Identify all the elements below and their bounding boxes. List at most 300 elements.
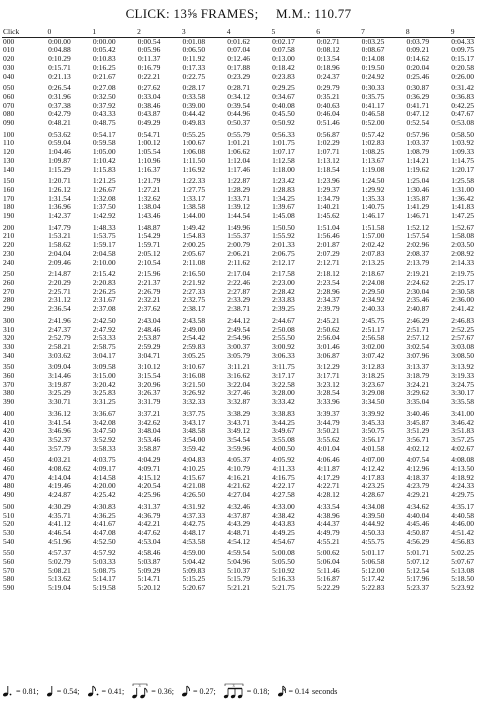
time-cell: 5:12.54 [406, 566, 430, 575]
time-cell: 2:39.79 [316, 305, 340, 314]
time-cell: 0:01.08 [182, 37, 206, 46]
time-cell: 1:40.75 [361, 203, 385, 212]
row-click-number: 030 [3, 63, 15, 72]
row-click-number: 110 [3, 139, 14, 148]
time-cell: 0:00.00 [92, 37, 116, 46]
time-cell: 1:53.75 [92, 232, 116, 241]
time-cell: 3:32.87 [227, 398, 250, 407]
table-row [2, 305, 475, 314]
time-cell: 0:36.83 [451, 92, 474, 101]
time-cell: 1:09.33 [451, 148, 474, 157]
time-cell: 2:26.79 [137, 287, 161, 296]
time-cell: 2:17.58 [272, 269, 295, 279]
time-cell: 4:10.79 [227, 465, 250, 474]
time-cell: 3:09.04 [48, 362, 71, 372]
time-cell: 4:30.83 [92, 501, 116, 511]
table-row [2, 102, 475, 111]
time-cell: 3:02.54 [406, 342, 430, 351]
time-cell: 4:37.87 [227, 511, 250, 520]
time-cell: 3:07.96 [406, 351, 430, 360]
legend-value: 0.81; [22, 686, 39, 696]
time-cell: 3:12.83 [361, 362, 385, 372]
time-cell: 0:35.21 [316, 92, 340, 101]
quarter-note-icon [46, 685, 55, 697]
time-cell: 0:45.50 [272, 110, 295, 119]
time-cell: 2:51.17 [361, 325, 385, 334]
row-click-number: 500 [3, 501, 15, 511]
row-click-number: 390 [3, 398, 15, 407]
time-cell: 5:09.83 [182, 566, 206, 575]
row-click-number: 190 [3, 212, 15, 221]
time-cell: 4:36.25 [92, 511, 116, 520]
row-click-number: 260 [3, 278, 15, 287]
time-cell: 3:02.00 [361, 342, 385, 351]
time-cell: 0:49.83 [182, 119, 206, 128]
time-cell: 0:46.04 [316, 110, 340, 119]
time-cell: 0:34.12 [227, 92, 250, 101]
time-cell: 1:18.54 [316, 165, 340, 174]
time-cell: 3:44.25 [272, 418, 295, 427]
time-cell: 3:30.17 [451, 389, 474, 398]
time-cell: 1:37.50 [92, 203, 116, 212]
time-cell: 2:56.58 [361, 334, 385, 343]
time-cell: 2:53.33 [92, 334, 116, 343]
row-click-number: 540 [3, 537, 15, 546]
time-cell: 0:56.87 [316, 129, 340, 139]
column-header: 8 [385, 28, 430, 37]
table-header-row [2, 28, 475, 37]
time-cell: 0:43.87 [137, 110, 161, 119]
title-frames: 13⅝ FRAMES; [173, 6, 259, 21]
time-cell: 2:58.75 [92, 342, 116, 351]
time-cell: 4:43.29 [227, 520, 250, 529]
time-cell: 4:05.92 [272, 455, 295, 465]
time-cell: 0:10.83 [92, 55, 116, 64]
time-cell: 4:54.67 [272, 537, 295, 546]
time-cell: 1:15.83 [92, 165, 116, 174]
row-click-number: 470 [3, 473, 15, 482]
legend-item: = 0.14 seconds [277, 685, 338, 697]
time-cell: 2:54.96 [227, 334, 250, 343]
time-cell: 3:17.71 [316, 372, 340, 381]
time-cell: 3:50.21 [316, 427, 340, 436]
time-cell: 0:52.54 [406, 119, 430, 128]
time-cell: 1:35.33 [361, 194, 385, 203]
time-cell: 1:10.96 [137, 156, 161, 165]
time-cell: 3:35.04 [406, 398, 430, 407]
legend-item: 3 = 0.36; [131, 683, 174, 699]
table-row [2, 326, 475, 335]
time-cell: 0:53.08 [451, 119, 474, 128]
row-click-number: 480 [3, 482, 15, 491]
time-cell: 4:20.54 [137, 482, 161, 491]
time-cell: 3:37.75 [182, 408, 206, 418]
row-click-number: 430 [3, 435, 15, 444]
time-cell: 2:34.92 [361, 296, 385, 305]
time-cell: 3:41.00 [451, 408, 474, 418]
time-cell: 3:36.12 [48, 408, 71, 418]
time-cell: 1:59.71 [137, 241, 161, 250]
time-cell: 1:57.00 [361, 232, 385, 241]
time-cell: 1:14.21 [406, 156, 430, 165]
time-cell: 2:21.37 [137, 278, 161, 287]
time-cell: 3:54.00 [182, 435, 206, 444]
row-click-number: 400 [3, 408, 15, 418]
time-cell: 0:28.17 [182, 83, 206, 93]
time-cell: 3:49.67 [272, 427, 295, 436]
time-cell: 3:51.83 [451, 427, 474, 436]
time-cell: 1:38.58 [182, 203, 206, 212]
time-cell: 0:29.25 [272, 83, 295, 93]
time-cell: 2:12.17 [272, 258, 295, 267]
time-cell: 1:40.21 [316, 203, 340, 212]
time-cell: 4:25.96 [137, 491, 161, 500]
time-cell: 4:18.37 [406, 473, 430, 482]
time-cell: 2:51.71 [406, 325, 430, 334]
time-cell: 3:46.42 [451, 418, 474, 427]
time-cell: 3:22.58 [272, 380, 295, 389]
table-row [2, 445, 475, 454]
legend-item: = 0.81; [2, 685, 39, 697]
time-cell: 4:09.71 [137, 465, 161, 474]
time-cell: 3:04.71 [137, 351, 161, 360]
column-header: 9 [430, 28, 475, 37]
time-cell: 1:50.50 [272, 222, 295, 232]
time-cell: 3:31.79 [137, 398, 161, 407]
time-cell: 2:13.79 [406, 258, 430, 267]
row-click-number: 380 [3, 389, 15, 398]
time-cell: 1:19.62 [406, 165, 430, 174]
time-cell: 2:17.04 [227, 269, 250, 279]
time-cell: 0:11.92 [182, 55, 206, 64]
time-cell: 4:34.08 [361, 501, 385, 511]
time-cell: 0:54.17 [92, 129, 116, 139]
time-cell: 3:26.37 [137, 389, 161, 398]
time-cell: 4:56.29 [406, 537, 430, 546]
time-cell: 3:30.71 [48, 398, 71, 407]
time-cell: 4:27.04 [227, 491, 250, 500]
time-cell: 2:45.21 [316, 315, 340, 325]
time-cell: 0:57.42 [361, 129, 385, 139]
time-cell: 1:38.04 [137, 203, 161, 212]
time-cell: 2:07.29 [316, 249, 340, 258]
click-timing-table [2, 28, 475, 593]
table-row [2, 46, 475, 55]
time-cell: 0:42.79 [48, 110, 71, 119]
time-cell: 3:05.25 [182, 351, 206, 360]
time-cell: 0:22.21 [137, 72, 161, 81]
time-cell: 1:08.25 [361, 148, 385, 157]
time-cell: 3:25.29 [48, 389, 71, 398]
time-cell: 0:13.54 [316, 55, 340, 64]
time-cell: 3:55.08 [272, 435, 295, 444]
table-row [2, 250, 475, 259]
table-row [2, 128, 475, 140]
time-cell: 2:28.42 [272, 287, 295, 296]
time-cell: 2:57.12 [406, 334, 430, 343]
time-cell: 5:22.29 [316, 584, 340, 593]
time-cell: 2:26.25 [92, 287, 116, 296]
time-cell: 2:30.04 [406, 287, 430, 296]
time-cell: 2:09.46 [48, 258, 71, 267]
time-cell: 4:01.58 [361, 444, 385, 453]
time-cell: 0:16.79 [137, 63, 161, 72]
time-cell: 2:47.92 [92, 325, 116, 334]
time-cell: 3:50.75 [361, 427, 385, 436]
table-row [2, 186, 475, 195]
time-cell: 4:02.12 [406, 444, 430, 453]
time-cell: 0:07.04 [227, 46, 250, 55]
table-row [2, 520, 475, 529]
time-cell: 4:05.37 [227, 455, 250, 465]
time-cell: 0:04.88 [48, 46, 71, 55]
triplet-quarter-eighth-icon [131, 683, 149, 699]
table-row [2, 81, 475, 93]
time-cell: 0:59.58 [92, 139, 116, 148]
time-cell: 3:52.92 [92, 435, 116, 444]
time-cell: 3:41.54 [48, 418, 71, 427]
time-cell: 1:28.29 [227, 185, 250, 194]
time-cell: 0:00.54 [137, 37, 161, 46]
time-cell: 4:41.67 [92, 520, 116, 529]
table-row [2, 427, 475, 436]
time-cell: 3:19.33 [451, 372, 474, 381]
time-cell: 5:21.75 [272, 584, 295, 593]
time-cell: 2:44.12 [227, 315, 250, 325]
time-cell: 3:40.46 [406, 408, 430, 418]
time-cell: 4:48.71 [227, 528, 250, 537]
time-cell: 3:36.67 [92, 408, 116, 418]
time-cell: 0:14.62 [406, 55, 430, 64]
time-cell: 4:57.37 [48, 548, 71, 558]
time-cell: 5:23.92 [451, 584, 474, 593]
time-cell: 2:05.67 [182, 249, 206, 258]
time-cell: 5:13.62 [48, 575, 71, 584]
time-cell: 3:23.67 [361, 380, 385, 389]
time-cell: 2:43.04 [137, 315, 161, 325]
time-cell: 2:40.87 [406, 305, 430, 314]
time-cell: 4:13.50 [451, 465, 474, 474]
table-row [2, 296, 475, 305]
time-cell: 0:21.67 [92, 72, 116, 81]
time-cell: 5:13.08 [451, 566, 474, 575]
time-cell: 1:08.79 [406, 148, 430, 157]
time-cell: 2:32.75 [182, 296, 206, 305]
time-cell: 0:08.12 [316, 46, 340, 55]
time-cell: 0:16.25 [92, 63, 116, 72]
time-cell: 3:45.33 [361, 418, 385, 427]
time-cell: 2:08.37 [406, 249, 430, 258]
legend-value: 0.27; [199, 686, 216, 696]
time-cell: 2:57.67 [451, 334, 474, 343]
time-cell: 0:28.71 [227, 83, 250, 93]
time-cell: 1:41.29 [406, 203, 430, 212]
time-cell: 0:27.08 [92, 83, 116, 93]
time-cell: 0:59.04 [48, 139, 71, 148]
time-cell: 0:09.75 [451, 46, 474, 55]
time-cell: 2:02.96 [406, 241, 430, 250]
table-row [2, 157, 475, 166]
table-row [2, 453, 475, 465]
time-cell: 2:27.33 [182, 287, 206, 296]
time-cell: 0:34.67 [272, 92, 295, 101]
time-cell: 2:24.08 [361, 278, 385, 287]
time-cell: 0:37.92 [92, 101, 116, 110]
time-cell: 4:55.75 [361, 537, 385, 546]
time-cell: 0:31.96 [48, 92, 71, 101]
time-cell: 4:24.87 [48, 491, 71, 500]
time-cell: 5:03.33 [92, 558, 116, 567]
time-cell: 4:50.33 [361, 528, 385, 537]
time-cell: 1:27.75 [182, 185, 206, 194]
time-cell: 3:23.12 [316, 380, 340, 389]
time-cell: 2:18.12 [316, 269, 340, 279]
time-cell: 1:34.79 [316, 194, 340, 203]
time-cell: 3:17.17 [272, 372, 295, 381]
time-cell: 3:54.54 [227, 435, 250, 444]
time-cell: 4:45.46 [406, 520, 430, 529]
time-cell: 4:01.04 [316, 444, 340, 453]
time-cell: 5:06.04 [316, 558, 340, 567]
time-cell: 2:50.08 [272, 325, 295, 334]
time-cell: 1:16.92 [182, 165, 206, 174]
time-cell: 0:19.50 [361, 63, 385, 72]
time-cell: 4:33.00 [272, 501, 295, 511]
table-row [2, 267, 475, 279]
time-cell: 4:43.83 [272, 520, 295, 529]
time-cell: 4:12.42 [361, 465, 385, 474]
dotted-eighth-note-icon [87, 685, 100, 697]
time-cell: 2:46.29 [406, 315, 430, 325]
time-cell: 3:11.75 [272, 362, 295, 372]
time-cell: 1:41.83 [451, 203, 474, 212]
time-cell: 4:26.50 [182, 491, 206, 500]
time-cell: 1:45.08 [272, 212, 295, 221]
time-cell: 4:07.00 [361, 455, 385, 465]
table-row [2, 575, 475, 584]
column-header: 3 [161, 28, 206, 37]
time-cell: 3:59.42 [182, 444, 206, 453]
row-click-number: 000 [3, 37, 15, 46]
row-click-number: 370 [3, 380, 15, 389]
time-cell: 5:01.17 [361, 548, 385, 558]
time-cell: 2:20.83 [92, 278, 116, 287]
time-cell: 3:43.17 [182, 418, 206, 427]
time-cell: 1:23.96 [316, 176, 340, 186]
time-cell: 4:21.62 [227, 482, 250, 491]
time-cell: 4:08.08 [451, 455, 474, 465]
row-click-number: 130 [3, 156, 15, 165]
row-click-number: 510 [3, 511, 15, 520]
table-row [2, 166, 475, 175]
table-row [2, 110, 475, 119]
time-cell: 4:51.96 [48, 537, 71, 546]
time-cell: 2:11.08 [182, 258, 206, 267]
time-cell: 2:24.62 [406, 278, 430, 287]
time-cell: 4:33.54 [316, 501, 340, 511]
time-cell: 4:51.42 [451, 528, 474, 537]
time-cell: 1:39.67 [272, 203, 295, 212]
time-cell: 3:32.33 [182, 398, 206, 407]
time-cell: 2:06.21 [227, 249, 250, 258]
time-cell: 3:16.62 [227, 372, 250, 381]
sixteenth-note-icon [277, 685, 287, 697]
time-cell: 2:15.96 [137, 269, 161, 279]
time-cell: 2:59.83 [182, 342, 206, 351]
time-cell: 4:11.87 [317, 465, 340, 474]
row-click-number: 420 [3, 427, 15, 436]
row-click-number: 020 [3, 55, 15, 64]
time-cell: 0:53.62 [48, 129, 71, 139]
time-cell: 1:36.42 [451, 194, 474, 203]
time-cell: 1:46.71 [406, 212, 430, 221]
time-cell: 0:17.33 [182, 63, 206, 72]
time-cell: 0:04.33 [451, 37, 474, 46]
time-cell: 0:38.46 [137, 101, 161, 110]
row-click-number: 050 [3, 83, 15, 93]
time-cell: 4:10.25 [182, 465, 206, 474]
time-cell: 5:20.67 [182, 584, 206, 593]
time-cell: 3:05.79 [227, 351, 250, 360]
title-mm-label: M.M.: [276, 6, 311, 21]
row-click-number: 220 [3, 241, 15, 250]
legend-value: 0.14 [295, 686, 310, 696]
time-cell: 3:26.92 [182, 389, 206, 398]
time-cell: 2:48.46 [137, 325, 161, 334]
time-cell: 1:26.12 [48, 185, 71, 194]
time-cell: 0:23.29 [227, 72, 250, 81]
time-cell: 0:30.87 [406, 83, 430, 93]
time-cell: 2:01.87 [316, 241, 340, 250]
time-cell: 4:04.83 [182, 455, 206, 465]
legend-item: 3 = 0.18; [223, 683, 270, 699]
time-cell: 0:22.75 [182, 72, 206, 81]
time-cell: 4:31.92 [182, 501, 206, 511]
time-cell: 1:48.33 [92, 222, 116, 232]
time-cell: 0:09.21 [406, 46, 430, 55]
time-cell: 0:58.50 [451, 129, 474, 139]
time-cell: 4:34.62 [406, 501, 430, 511]
time-cell: 3:52.37 [48, 435, 71, 444]
legend-item: = 0.27; [181, 685, 216, 697]
row-click-number: 350 [3, 362, 15, 372]
time-cell: 1:01.21 [227, 139, 250, 148]
legend-item: = 0.54; [46, 685, 80, 697]
time-cell: 0:35.75 [361, 92, 385, 101]
time-cell: 4:24.33 [451, 482, 474, 491]
row-click-number: 360 [3, 372, 15, 381]
time-cell: 5:09.29 [137, 566, 161, 575]
time-cell: 1:18.00 [272, 165, 295, 174]
time-cell: 1:29.37 [316, 185, 340, 194]
row-click-number: 460 [3, 465, 15, 474]
time-cell: 5:05.50 [272, 558, 295, 567]
time-cell: 4:22.71 [316, 482, 340, 491]
time-cell: 5:03.87 [137, 558, 161, 567]
time-cell: 3:47.50 [92, 427, 116, 436]
time-cell: 3:51.29 [406, 427, 430, 436]
time-cell: 3:00.92 [272, 342, 295, 351]
time-cell: 1:16.37 [137, 165, 161, 174]
triplet-eighths-icon [223, 683, 245, 699]
time-cell: 5:07.67 [451, 558, 474, 567]
time-cell: 3:19.87 [48, 380, 71, 389]
time-cell: 5:19.58 [92, 584, 116, 593]
time-cell: 4:50.87 [406, 528, 430, 537]
time-cell: 0:05.42 [92, 46, 116, 55]
time-cell: 3:57.79 [48, 444, 71, 453]
time-cell: 2:02.42 [361, 241, 385, 250]
